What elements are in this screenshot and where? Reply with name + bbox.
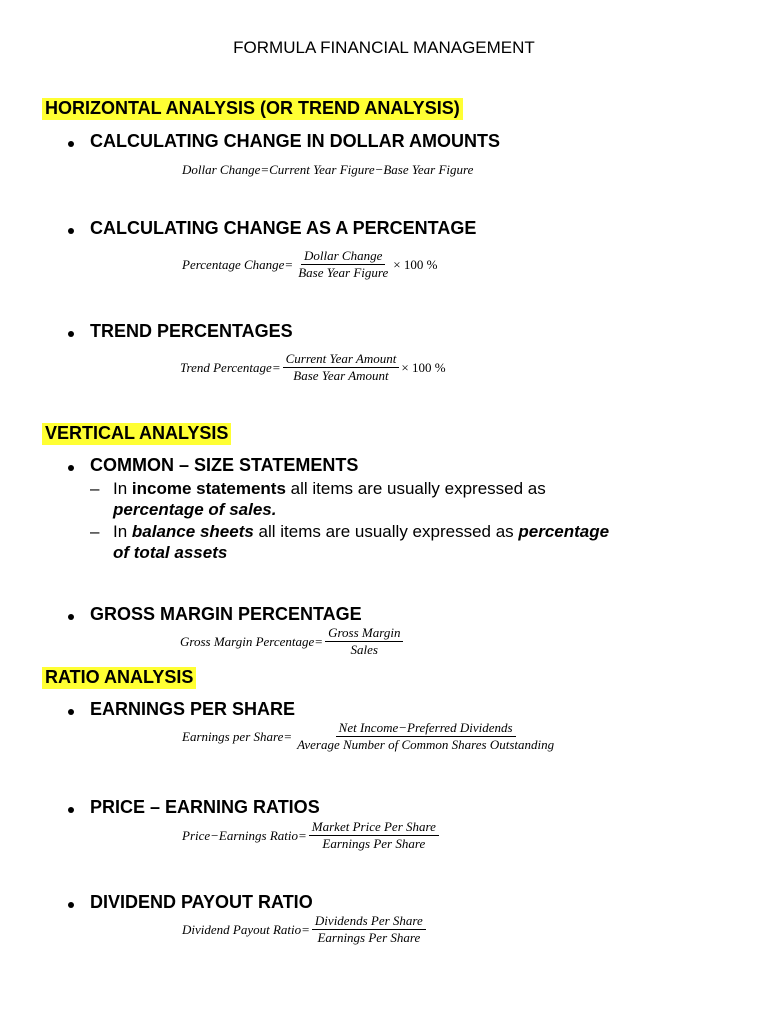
denominator: Average Number of Common Shares Outstanding (297, 737, 555, 752)
formula-gross-margin (180, 625, 405, 658)
formula-lhs: Earnings per Share= (182, 728, 293, 744)
bullet-dot (68, 228, 74, 234)
formula-payout (182, 913, 428, 946)
dash-marker: – (90, 479, 100, 498)
fraction (294, 720, 557, 753)
text-run-bold-italic: balance sheets (131, 522, 254, 541)
bullet-dot (68, 614, 74, 620)
common-size-line-1 (113, 479, 546, 499)
common-size-line-3 (113, 522, 609, 542)
numerator: Gross Margin (325, 625, 403, 642)
numerator: Market Price Per Share (309, 819, 439, 836)
numerator: Dollar Change (301, 248, 385, 265)
common-size-line-2 (113, 500, 276, 520)
text-run: In (113, 522, 132, 541)
formula-lhs: Dividend Payout Ratio= (182, 921, 310, 937)
formula-lhs: Price−Earnings Ratio= (182, 827, 307, 843)
denominator: Base Year Amount (293, 368, 389, 383)
bullet-eps: EARNINGS PER SHARE (90, 699, 296, 719)
bullet-gross-margin: GROSS MARGIN PERCENTAGE (90, 604, 362, 624)
bullet-dot (68, 807, 74, 813)
formula-pe (182, 819, 441, 852)
formula-tail: × 100 % (393, 256, 438, 272)
fraction (283, 351, 400, 384)
common-size-line-4 (113, 543, 227, 563)
text-run: In (113, 479, 132, 498)
denominator: Earnings Per Share (317, 930, 421, 945)
numerator: Current Year Amount (283, 351, 400, 368)
fraction (312, 913, 426, 946)
denominator: Base Year Figure (298, 265, 389, 280)
bullet-percentage-change: CALCULATING CHANGE AS A PERCENTAGE (90, 218, 477, 238)
numerator: Dividends Per Share (312, 913, 426, 930)
fraction (309, 819, 439, 852)
bullet-pe: PRICE – EARNING RATIOS (90, 797, 320, 817)
section-heading-horizontal: HORIZONTAL ANALYSIS (OR TREND ANALYSIS) (42, 98, 463, 120)
denominator: Sales (350, 642, 378, 657)
bullet-dot (68, 465, 74, 471)
bullet-dollar-change: CALCULATING CHANGE IN DOLLAR AMOUNTS (90, 131, 500, 151)
bullet-dot (68, 141, 74, 147)
formula-tail: × 100 % (401, 359, 446, 375)
fraction (295, 248, 391, 281)
page-title: FORMULA FINANCIAL MANAGEMENT (233, 38, 535, 57)
formula-percentage-change (182, 248, 437, 281)
text-run-bold-italic: percentage (518, 522, 610, 541)
text-run-bold-italic: of total assets (113, 543, 228, 562)
text-run: all items are usually expressed as (285, 479, 546, 498)
formula-dollar-change: Dollar Change=Current Year Figure−Base Year Figure (182, 162, 474, 177)
bullet-trend: TREND PERCENTAGES (90, 321, 293, 341)
formula-lhs: Trend Percentage= (180, 359, 281, 375)
bullet-dot (68, 709, 74, 715)
formula-lhs: Gross Margin Percentage= (180, 633, 324, 649)
formula-trend (180, 351, 446, 384)
section-heading-ratio: RATIO ANALYSIS (42, 667, 196, 689)
bullet-common-size: COMMON – SIZE STATEMENTS (90, 455, 359, 475)
text-run: all items are usually expressed as (253, 522, 519, 541)
dash-marker: – (90, 522, 100, 541)
formula-eps (182, 720, 559, 753)
formula-lhs: Percentage Change= (182, 256, 294, 272)
bullet-payout: DIVIDEND PAYOUT RATIO (90, 892, 313, 912)
text-run-bold: income statements (131, 479, 286, 498)
fraction (325, 625, 403, 658)
numerator: Net Income−Preferred Dividends (336, 720, 516, 737)
denominator: Earnings Per Share (322, 836, 426, 851)
bullet-dot (68, 331, 74, 337)
section-heading-vertical: VERTICAL ANALYSIS (42, 423, 231, 445)
text-run-bold-italic: percentage of sales. (113, 500, 277, 519)
bullet-dot (68, 902, 74, 908)
